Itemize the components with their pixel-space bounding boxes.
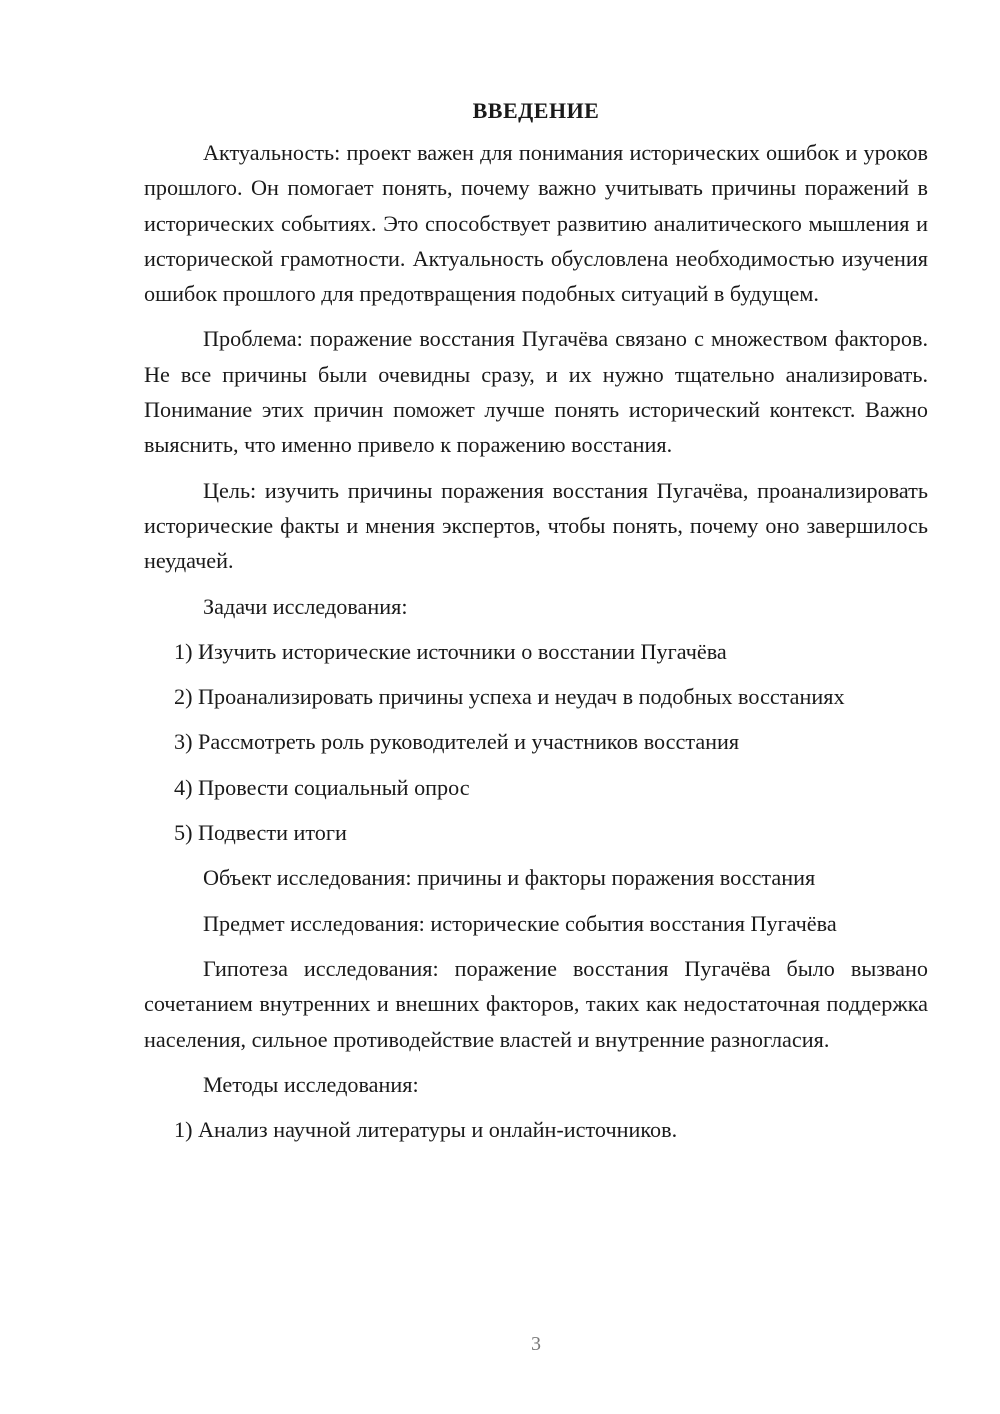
research-subject: Предмет исследования: исторические события восстания Пугачёва xyxy=(203,910,837,936)
tasks-heading: Задачи исследования: xyxy=(203,593,408,619)
methods-heading: Методы исследования: xyxy=(203,1071,419,1097)
task-item-4: 4) Провести социальный опрос xyxy=(174,774,470,800)
relevance-paragraph: Актуальность: проект важен для понимания исторических ошибок и уроков прошлого. Он помогает понять, почему важно учитывать причины поражений в исторических событиях. Это способствует развитию аналитического мышления и исторической грамотности. Актуальность обусловлена необходимостью изучения ошибок прошлого для предотвращения подобных ситуаций в будущем. xyxy=(144,140,928,307)
task-item-5: 5) Подвести итоги xyxy=(174,820,347,846)
goal-paragraph: Цель: изучить причины поражения восстания Пугачёва, проанализировать исторические факты и мнения экспертов, чтобы понять, почему оно завершилось неудачей. xyxy=(144,477,928,574)
section-title: ВВЕДЕНИЕ xyxy=(472,98,600,123)
hypothesis-paragraph: Гипотеза исследования: поражение восстания Пугачёва было вызвано сочетанием внутренних и внешних факторов, таких как недостаточная поддержка населения, сильное противодействие властей и внутренние разногласия. xyxy=(144,955,928,1052)
page-content xyxy=(144,95,928,1157)
problem-paragraph: Проблема: поражение восстания Пугачёва связано с множеством факторов. Не все причины были очевидны сразу, и их нужно тщательно анализировать. Понимание этих причин поможет лучше понять исторический контекст. Важно выяснить, что именно привело к поражению восстания. xyxy=(144,326,928,458)
method-item-1: 1) Анализ научной литературы и онлайн-источников. xyxy=(174,1117,678,1143)
task-item-3: 3) Рассмотреть роль руководителей и участников восстания xyxy=(174,729,740,755)
task-item-2: 2) Проанализировать причины успеха и неудач в подобных восстаниях xyxy=(174,684,845,710)
research-object: Объект исследования: причины и факторы поражения восстания xyxy=(203,865,816,891)
page-number: 3 xyxy=(531,1333,541,1355)
task-item-1: 1) Изучить исторические источники о восстании Пугачёва xyxy=(174,638,727,664)
